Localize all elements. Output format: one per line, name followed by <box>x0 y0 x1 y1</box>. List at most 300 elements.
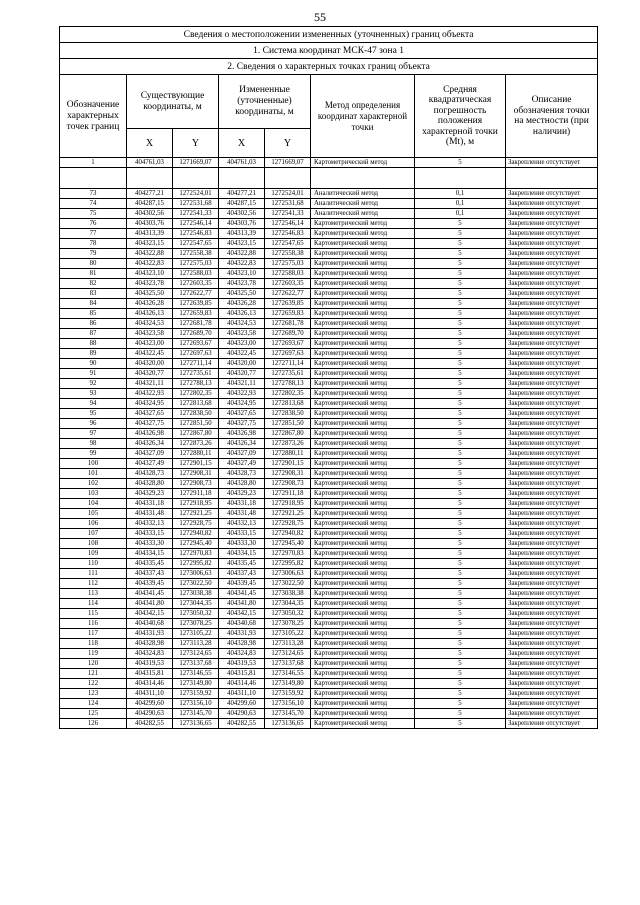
cell-description: Закрепление отсутствует <box>506 249 598 259</box>
cell-method: Картометрический метод <box>311 589 415 599</box>
cell-description: Закрепление отсутствует <box>506 459 598 469</box>
cell-accuracy: 5 <box>415 369 506 379</box>
table-row <box>60 229 598 239</box>
cell-existing-x: 404290,63 <box>127 709 173 719</box>
table-row <box>60 409 598 419</box>
table-row <box>60 539 598 549</box>
cell-changed-x: 404319,53 <box>219 659 265 669</box>
cell-accuracy: 5 <box>415 269 506 279</box>
cell-point-id: 123 <box>60 689 127 699</box>
cell-changed-y: 1271669,07 <box>265 158 311 168</box>
cell-accuracy: 5 <box>415 289 506 299</box>
cell-existing-y: 1273159,92 <box>173 689 219 699</box>
cell-method: Картометрический метод <box>311 399 415 409</box>
cell-changed-y: 1272659,83 <box>265 309 311 319</box>
cell-changed-x: 404331,48 <box>219 509 265 519</box>
cell-changed-y: 1272921,25 <box>265 509 311 519</box>
cell-existing-x: 404328,98 <box>127 639 173 649</box>
cell-changed-y: 1273113,28 <box>265 639 311 649</box>
cell-changed-y: 1273145,70 <box>265 709 311 719</box>
cell-method: Картометрический метод <box>311 309 415 319</box>
empty-cell <box>311 168 415 189</box>
cell-point-id: 83 <box>60 289 127 299</box>
cell-description: Закрепление отсутствует <box>506 439 598 449</box>
table-row <box>60 219 598 229</box>
cell-existing-x: 404313,39 <box>127 229 173 239</box>
cell-existing-y: 1272558,38 <box>173 249 219 259</box>
cell-accuracy: 5 <box>415 629 506 639</box>
cell-method: Картометрический метод <box>311 259 415 269</box>
cell-method: Картометрический метод <box>311 469 415 479</box>
cell-point-id: 100 <box>60 459 127 469</box>
cell-changed-x: 404313,39 <box>219 229 265 239</box>
cell-existing-y: 1272928,75 <box>173 519 219 529</box>
title-row <box>60 27 598 43</box>
cell-existing-y: 1272531,68 <box>173 199 219 209</box>
table-title: Сведения о местоположении измененных (уточненных) границ объекта <box>60 27 598 43</box>
table-row <box>60 449 598 459</box>
empty-cell <box>127 168 173 189</box>
cell-accuracy: 5 <box>415 579 506 589</box>
cell-changed-x: 404322,93 <box>219 389 265 399</box>
cell-method: Картометрический метод <box>311 359 415 369</box>
cell-point-id: 116 <box>60 619 127 629</box>
cell-changed-x: 404322,45 <box>219 349 265 359</box>
cell-method: Картометрический метод <box>311 339 415 349</box>
cell-existing-y: 1272851,50 <box>173 419 219 429</box>
cell-accuracy: 5 <box>415 339 506 349</box>
cell-existing-x: 404282,55 <box>127 719 173 729</box>
cell-accuracy: 5 <box>415 619 506 629</box>
cell-changed-y: 1272802,35 <box>265 389 311 399</box>
cell-changed-y: 1272735,61 <box>265 369 311 379</box>
cell-accuracy: 5 <box>415 639 506 649</box>
cell-accuracy: 5 <box>415 249 506 259</box>
cell-changed-y: 1272546,14 <box>265 219 311 229</box>
cell-existing-y: 1273149,80 <box>173 679 219 689</box>
cell-point-id: 108 <box>60 539 127 549</box>
cell-changed-y: 1273038,38 <box>265 589 311 599</box>
cell-description: Закрепление отсутствует <box>506 679 598 689</box>
table-row <box>60 279 598 289</box>
cell-existing-x: 404303,76 <box>127 219 173 229</box>
table-row <box>60 559 598 569</box>
cell-existing-x: 404319,53 <box>127 659 173 669</box>
cell-changed-y: 1273149,80 <box>265 679 311 689</box>
cell-changed-y: 1272546,83 <box>265 229 311 239</box>
cell-description: Закрепление отсутствует <box>506 549 598 559</box>
cell-method: Картометрический метод <box>311 319 415 329</box>
cell-description: Закрепление отсутствует <box>506 409 598 419</box>
cell-changed-x: 404341,45 <box>219 589 265 599</box>
table-row <box>60 158 598 168</box>
cell-description: Закрепление отсутствует <box>506 299 598 309</box>
cell-changed-y: 1273044,35 <box>265 599 311 609</box>
cell-accuracy: 5 <box>415 259 506 269</box>
cell-method: Картометрический метод <box>311 709 415 719</box>
cell-point-id: 84 <box>60 299 127 309</box>
cell-accuracy: 5 <box>415 279 506 289</box>
cell-point-id: 118 <box>60 639 127 649</box>
cell-existing-x: 404322,45 <box>127 349 173 359</box>
cell-accuracy: 5 <box>415 469 506 479</box>
cell-changed-x: 404327,09 <box>219 449 265 459</box>
table-row <box>60 629 598 639</box>
cell-method: Картометрический метод <box>311 559 415 569</box>
table-row <box>60 329 598 339</box>
cell-accuracy: 5 <box>415 319 506 329</box>
cell-description: Закрепление отсутствует <box>506 419 598 429</box>
cell-existing-y: 1272970,83 <box>173 549 219 559</box>
cell-existing-y: 1272995,82 <box>173 559 219 569</box>
cell-point-id: 113 <box>60 589 127 599</box>
table-row <box>60 589 598 599</box>
table-row <box>60 289 598 299</box>
cell-existing-x: 404324,83 <box>127 649 173 659</box>
table-row <box>60 709 598 719</box>
cell-existing-y: 1273146,55 <box>173 669 219 679</box>
cell-point-id: 107 <box>60 529 127 539</box>
cell-existing-x: 404311,10 <box>127 689 173 699</box>
table-row <box>60 489 598 499</box>
cell-method: Картометрический метод <box>311 679 415 689</box>
cell-changed-x: 404324,95 <box>219 399 265 409</box>
cell-existing-x: 404326,13 <box>127 309 173 319</box>
cell-point-id: 122 <box>60 679 127 689</box>
empty-cell <box>60 168 127 189</box>
cell-point-id: 124 <box>60 699 127 709</box>
cell-method: Картометрический метод <box>311 579 415 589</box>
cell-existing-y: 1273078,25 <box>173 619 219 629</box>
cell-changed-y: 1272813,68 <box>265 399 311 409</box>
cell-existing-x: 404341,80 <box>127 599 173 609</box>
cell-existing-x: 404333,30 <box>127 539 173 549</box>
cell-description: Закрепление отсутствует <box>506 719 598 729</box>
cell-existing-x: 404331,93 <box>127 629 173 639</box>
cell-existing-y: 1273124,65 <box>173 649 219 659</box>
cell-accuracy: 5 <box>415 349 506 359</box>
cell-accuracy: 5 <box>415 229 506 239</box>
cell-accuracy: 5 <box>415 299 506 309</box>
cell-existing-y: 1273105,22 <box>173 629 219 639</box>
cell-changed-y: 1272711,14 <box>265 359 311 369</box>
cell-point-id: 88 <box>60 339 127 349</box>
empty-cell <box>173 168 219 189</box>
cell-changed-x: 404328,73 <box>219 469 265 479</box>
cell-description: Закрепление отсутствует <box>506 509 598 519</box>
cell-changed-y: 1272689,70 <box>265 329 311 339</box>
cell-changed-y: 1272681,78 <box>265 319 311 329</box>
cell-changed-y: 1273105,22 <box>265 629 311 639</box>
cell-method: Картометрический метод <box>311 609 415 619</box>
cell-changed-x: 404334,15 <box>219 549 265 559</box>
table-row <box>60 499 598 509</box>
cell-existing-x: 404341,45 <box>127 589 173 599</box>
cell-accuracy: 0,1 <box>415 199 506 209</box>
cell-changed-y: 1272880,11 <box>265 449 311 459</box>
cell-method: Картометрический метод <box>311 429 415 439</box>
cell-point-id: 103 <box>60 489 127 499</box>
cell-existing-y: 1273136,65 <box>173 719 219 729</box>
cell-changed-y: 1272867,80 <box>265 429 311 439</box>
cell-method: Картометрический метод <box>311 719 415 729</box>
cell-method: Картометрический метод <box>311 249 415 259</box>
cell-existing-x: 404324,53 <box>127 319 173 329</box>
cell-method: Картометрический метод <box>311 459 415 469</box>
header-changed-y: Y <box>265 129 311 158</box>
cell-existing-y: 1272921,25 <box>173 509 219 519</box>
cell-accuracy: 5 <box>415 329 506 339</box>
cell-existing-x: 404329,23 <box>127 489 173 499</box>
cell-description: Закрепление отсутствует <box>506 529 598 539</box>
cell-changed-x: 404331,18 <box>219 499 265 509</box>
cell-changed-x: 404328,98 <box>219 639 265 649</box>
cell-method: Картометрический метод <box>311 499 415 509</box>
cell-method: Картометрический метод <box>311 699 415 709</box>
table-row <box>60 339 598 349</box>
section-row <box>60 59 598 75</box>
header-accuracy: Средняя квадратическая погрешность положения характерной точки (Mt), м <box>415 75 506 158</box>
cell-accuracy: 5 <box>415 649 506 659</box>
cell-point-id: 90 <box>60 359 127 369</box>
cell-method: Картометрический метод <box>311 229 415 239</box>
cell-description: Закрепление отсутствует <box>506 199 598 209</box>
cell-method: Аналитический метод <box>311 189 415 199</box>
cell-description: Закрепление отсутствует <box>506 319 598 329</box>
cell-accuracy: 0,1 <box>415 189 506 199</box>
cell-existing-y: 1273113,28 <box>173 639 219 649</box>
cell-changed-y: 1272622,77 <box>265 289 311 299</box>
cell-description: Закрепление отсутствует <box>506 639 598 649</box>
table-row <box>60 479 598 489</box>
empty-cell <box>219 168 265 189</box>
cell-description: Закрепление отсутствует <box>506 219 598 229</box>
cell-changed-y: 1272558,38 <box>265 249 311 259</box>
cell-changed-x: 404324,83 <box>219 649 265 659</box>
cell-changed-x: 404332,13 <box>219 519 265 529</box>
cell-point-id: 96 <box>60 419 127 429</box>
cell-changed-y: 1272541,33 <box>265 209 311 219</box>
cell-changed-y: 1272970,83 <box>265 549 311 559</box>
table-row <box>60 439 598 449</box>
cell-point-id: 80 <box>60 259 127 269</box>
cell-changed-y: 1272945,40 <box>265 539 311 549</box>
cell-accuracy: 5 <box>415 359 506 369</box>
table-row <box>60 199 598 209</box>
table-row <box>60 469 598 479</box>
cell-point-id: 1 <box>60 158 127 168</box>
cell-accuracy: 5 <box>415 659 506 669</box>
cell-existing-y: 1272788,13 <box>173 379 219 389</box>
cell-accuracy: 5 <box>415 599 506 609</box>
cell-method: Картометрический метод <box>311 239 415 249</box>
cell-point-id: 99 <box>60 449 127 459</box>
cell-changed-x: 404314,46 <box>219 679 265 689</box>
header-existing-coords: Существующие координаты, м <box>127 75 219 129</box>
cell-changed-y: 1272851,50 <box>265 419 311 429</box>
cell-existing-x: 404322,83 <box>127 259 173 269</box>
cell-description: Закрепление отсутствует <box>506 539 598 549</box>
cell-changed-x: 404328,80 <box>219 479 265 489</box>
cell-existing-y: 1272711,14 <box>173 359 219 369</box>
cell-point-id: 75 <box>60 209 127 219</box>
cell-changed-y: 1272588,03 <box>265 269 311 279</box>
cell-description: Закрепление отсутствует <box>506 589 598 599</box>
cell-existing-y: 1272575,03 <box>173 259 219 269</box>
cell-point-id: 97 <box>60 429 127 439</box>
cell-description: Закрепление отсутствует <box>506 229 598 239</box>
table-row <box>60 299 598 309</box>
cell-changed-y: 1272693,67 <box>265 339 311 349</box>
table-row <box>60 679 598 689</box>
cell-accuracy: 5 <box>415 439 506 449</box>
cell-accuracy: 5 <box>415 529 506 539</box>
cell-point-id: 98 <box>60 439 127 449</box>
cell-existing-y: 1272918,95 <box>173 499 219 509</box>
cell-changed-y: 1273136,65 <box>265 719 311 729</box>
cell-existing-x: 404277,21 <box>127 189 173 199</box>
cell-accuracy: 5 <box>415 379 506 389</box>
cell-existing-y: 1271669,07 <box>173 158 219 168</box>
cell-point-id: 126 <box>60 719 127 729</box>
cell-changed-y: 1272873,26 <box>265 439 311 449</box>
table-gap-row <box>60 168 598 189</box>
table-row <box>60 639 598 649</box>
cell-existing-y: 1272838,50 <box>173 409 219 419</box>
cell-description: Закрепление отсутствует <box>506 619 598 629</box>
cell-existing-y: 1272697,63 <box>173 349 219 359</box>
table-row <box>60 599 598 609</box>
cell-existing-x: 404335,45 <box>127 559 173 569</box>
cell-accuracy: 5 <box>415 459 506 469</box>
cell-description: Закрепление отсутствует <box>506 399 598 409</box>
cell-accuracy: 5 <box>415 539 506 549</box>
cell-existing-y: 1272693,67 <box>173 339 219 349</box>
cell-changed-x: 404333,30 <box>219 539 265 549</box>
cell-changed-y: 1272603,35 <box>265 279 311 289</box>
cell-changed-y: 1272788,13 <box>265 379 311 389</box>
cell-changed-x: 404320,00 <box>219 359 265 369</box>
cell-point-id: 119 <box>60 649 127 659</box>
cell-description: Закрепление отсутствует <box>506 649 598 659</box>
cell-method: Картометрический метод <box>311 219 415 229</box>
cell-changed-x: 404311,10 <box>219 689 265 699</box>
cell-existing-y: 1272908,31 <box>173 469 219 479</box>
header-existing-y: Y <box>173 129 219 158</box>
cell-changed-y: 1272928,75 <box>265 519 311 529</box>
cell-changed-x: 404339,45 <box>219 579 265 589</box>
cell-description: Закрепление отсутствует <box>506 189 598 199</box>
cell-changed-x: 404341,80 <box>219 599 265 609</box>
cell-existing-y: 1272541,33 <box>173 209 219 219</box>
cell-point-id: 109 <box>60 549 127 559</box>
cell-description: Закрепление отсутствует <box>506 349 598 359</box>
cell-changed-y: 1273006,63 <box>265 569 311 579</box>
cell-point-id: 76 <box>60 219 127 229</box>
cell-changed-x: 404324,53 <box>219 319 265 329</box>
cell-description: Закрепление отсутствует <box>506 369 598 379</box>
cell-existing-x: 404324,95 <box>127 399 173 409</box>
cell-existing-x: 404322,88 <box>127 249 173 259</box>
cell-point-id: 82 <box>60 279 127 289</box>
cell-description: Закрепление отсутствует <box>506 449 598 459</box>
cell-method: Картометрический метод <box>311 279 415 289</box>
table-row <box>60 269 598 279</box>
cell-description: Закрепление отсутствует <box>506 579 598 589</box>
cell-changed-x: 404333,15 <box>219 529 265 539</box>
cell-changed-y: 1273078,25 <box>265 619 311 629</box>
cell-changed-x: 404326,28 <box>219 299 265 309</box>
cell-accuracy: 5 <box>415 699 506 709</box>
cell-accuracy: 5 <box>415 419 506 429</box>
cell-description: Закрепление отсутствует <box>506 629 598 639</box>
cell-existing-y: 1273137,68 <box>173 659 219 669</box>
header-description: Описание обозначения точки на местности (при наличии) <box>506 75 598 158</box>
cell-point-id: 77 <box>60 229 127 239</box>
cell-existing-x: 404327,49 <box>127 459 173 469</box>
cell-changed-x: 404299,60 <box>219 699 265 709</box>
cell-description: Закрепление отсутствует <box>506 499 598 509</box>
cell-description: Закрепление отсутствует <box>506 269 598 279</box>
cell-changed-y: 1272547,65 <box>265 239 311 249</box>
cell-changed-x: 404337,43 <box>219 569 265 579</box>
cell-changed-y: 1272911,18 <box>265 489 311 499</box>
table-row <box>60 609 598 619</box>
cell-changed-x: 404342,15 <box>219 609 265 619</box>
cell-existing-x: 404331,18 <box>127 499 173 509</box>
cell-accuracy: 5 <box>415 559 506 569</box>
cell-changed-x: 404322,88 <box>219 249 265 259</box>
table-row <box>60 209 598 219</box>
cell-existing-x: 404327,75 <box>127 419 173 429</box>
cell-existing-x: 404337,43 <box>127 569 173 579</box>
cell-accuracy: 5 <box>415 719 506 729</box>
cell-changed-y: 1273124,65 <box>265 649 311 659</box>
table-row <box>60 189 598 199</box>
cell-accuracy: 5 <box>415 549 506 559</box>
cell-changed-x: 404331,93 <box>219 629 265 639</box>
cell-description: Закрепление отсутствует <box>506 599 598 609</box>
cell-existing-y: 1272689,70 <box>173 329 219 339</box>
table-row <box>60 419 598 429</box>
cell-changed-x: 404302,56 <box>219 209 265 219</box>
cell-changed-x: 404321,11 <box>219 379 265 389</box>
table-row <box>60 399 598 409</box>
cell-point-id: 125 <box>60 709 127 719</box>
cell-accuracy: 5 <box>415 689 506 699</box>
cell-changed-x: 404282,55 <box>219 719 265 729</box>
cell-existing-x: 404323,15 <box>127 239 173 249</box>
cell-changed-y: 1273146,55 <box>265 669 311 679</box>
cell-accuracy: 5 <box>415 158 506 168</box>
cell-existing-y: 1272659,83 <box>173 309 219 319</box>
cell-changed-y: 1272901,15 <box>265 459 311 469</box>
cell-method: Картометрический метод <box>311 409 415 419</box>
table-row <box>60 369 598 379</box>
cell-method: Картометрический метод <box>311 449 415 459</box>
cell-existing-x: 404320,77 <box>127 369 173 379</box>
cell-method: Картометрический метод <box>311 569 415 579</box>
cell-accuracy: 5 <box>415 679 506 689</box>
cell-description: Закрепление отсутствует <box>506 158 598 168</box>
table-row <box>60 459 598 469</box>
cell-point-id: 121 <box>60 669 127 679</box>
cell-method: Картометрический метод <box>311 639 415 649</box>
cell-changed-x: 404323,78 <box>219 279 265 289</box>
cell-existing-y: 1272622,77 <box>173 289 219 299</box>
empty-cell <box>265 168 311 189</box>
cell-changed-x: 404287,15 <box>219 199 265 209</box>
